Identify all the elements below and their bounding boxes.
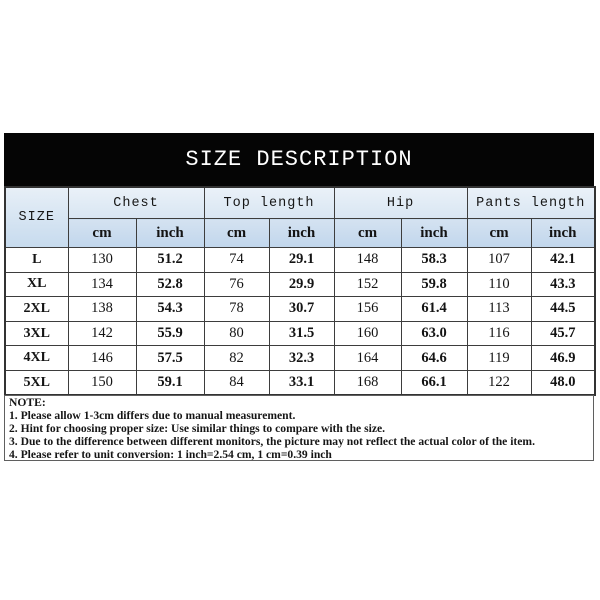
pants-length-group-header: Pants length: [467, 187, 595, 219]
note-item-3: 3. Due to the difference between different monitors, the picture may not reflect the actual color of the item.: [9, 434, 535, 448]
pants-cm-value: 107: [467, 248, 531, 273]
notes-box: [4, 395, 594, 461]
table-row: [5, 272, 595, 297]
top-inch-value: 31.5: [269, 321, 334, 346]
pants-cm-value: 119: [467, 346, 531, 371]
size-label: 5XL: [5, 370, 68, 395]
pants-cm-value: 122: [467, 370, 531, 395]
pants-inch-value: 44.5: [531, 297, 595, 322]
pants-cm-value: 116: [467, 321, 531, 346]
chest-cm-value: 138: [68, 297, 136, 322]
table-row: [5, 346, 595, 371]
hip-cm-value: 160: [334, 321, 401, 346]
chest-cm-value: 146: [68, 346, 136, 371]
table-row: [5, 321, 595, 346]
pants-inch-header: inch: [531, 219, 595, 248]
hip-inch-value: 63.0: [401, 321, 467, 346]
chest-cm-value: 150: [68, 370, 136, 395]
size-label: L: [5, 248, 68, 273]
pants-inch-value: 48.0: [531, 370, 595, 395]
hip-inch-header: inch: [401, 219, 467, 248]
hip-inch-value: 64.6: [401, 346, 467, 371]
table-header-unit-row: [5, 219, 595, 248]
hip-group-header: Hip: [334, 187, 467, 219]
pants-inch-value: 42.1: [531, 248, 595, 273]
chest-group-header: Chest: [68, 187, 204, 219]
size-label: 3XL: [5, 321, 68, 346]
pants-inch-value: 45.7: [531, 321, 595, 346]
hip-inch-value: 59.8: [401, 272, 467, 297]
chest-inch-header: inch: [136, 219, 204, 248]
chest-inch-value: 57.5: [136, 346, 204, 371]
table-row: [5, 297, 595, 322]
page-title: SIZE DESCRIPTION: [185, 147, 413, 172]
size-label: XL: [5, 272, 68, 297]
chest-cm-value: 134: [68, 272, 136, 297]
hip-inch-value: 66.1: [401, 370, 467, 395]
size-table: [4, 186, 596, 396]
top-inch-value: 33.1: [269, 370, 334, 395]
top-cm-value: 78: [204, 297, 269, 322]
note-item-2: 2. Hint for choosing proper size: Use similar things to compare with the size.: [9, 421, 386, 435]
top-cm-header: cm: [204, 219, 269, 248]
pants-cm-value: 110: [467, 272, 531, 297]
pants-inch-value: 43.3: [531, 272, 595, 297]
chest-inch-value: 59.1: [136, 370, 204, 395]
hip-cm-value: 152: [334, 272, 401, 297]
hip-inch-value: 58.3: [401, 248, 467, 273]
hip-cm-value: 164: [334, 346, 401, 371]
top-cm-value: 74: [204, 248, 269, 273]
top-inch-value: 32.3: [269, 346, 334, 371]
top-cm-value: 80: [204, 321, 269, 346]
top-inch-value: 30.7: [269, 297, 334, 322]
chest-cm-value: 142: [68, 321, 136, 346]
table-header-group-row: [5, 187, 595, 219]
top-cm-value: 76: [204, 272, 269, 297]
size-label: 4XL: [5, 346, 68, 371]
size-chart-content: [4, 133, 594, 461]
hip-cm-value: 148: [334, 248, 401, 273]
table-row: [5, 370, 595, 395]
size-column-header: SIZE: [5, 187, 68, 248]
chest-inch-value: 52.8: [136, 272, 204, 297]
chest-cm-value: 130: [68, 248, 136, 273]
chest-inch-value: 54.3: [136, 297, 204, 322]
hip-inch-value: 61.4: [401, 297, 467, 322]
chest-inch-value: 55.9: [136, 321, 204, 346]
pants-inch-value: 46.9: [531, 346, 595, 371]
top-inch-header: inch: [269, 219, 334, 248]
pants-cm-header: cm: [467, 219, 531, 248]
top-inch-value: 29.1: [269, 248, 334, 273]
note-item-1: 1. Please allow 1-3cm differs due to manual measurement.: [9, 408, 296, 422]
table-row: [5, 248, 595, 273]
hip-cm-value: 156: [334, 297, 401, 322]
size-label: 2XL: [5, 297, 68, 322]
hip-cm-value: 168: [334, 370, 401, 395]
hip-cm-header: cm: [334, 219, 401, 248]
chest-inch-value: 51.2: [136, 248, 204, 273]
notes-heading: NOTE:: [9, 396, 46, 410]
pants-cm-value: 113: [467, 297, 531, 322]
top-cm-value: 82: [204, 346, 269, 371]
chest-cm-header: cm: [68, 219, 136, 248]
top-inch-value: 29.9: [269, 272, 334, 297]
top-cm-value: 84: [204, 370, 269, 395]
note-item-4: 4. Please refer to unit conversion: 1 inch=2.54 cm, 1 cm=0.39 inch: [9, 447, 332, 461]
title-banner: [4, 133, 594, 186]
top-length-group-header: Top length: [204, 187, 334, 219]
